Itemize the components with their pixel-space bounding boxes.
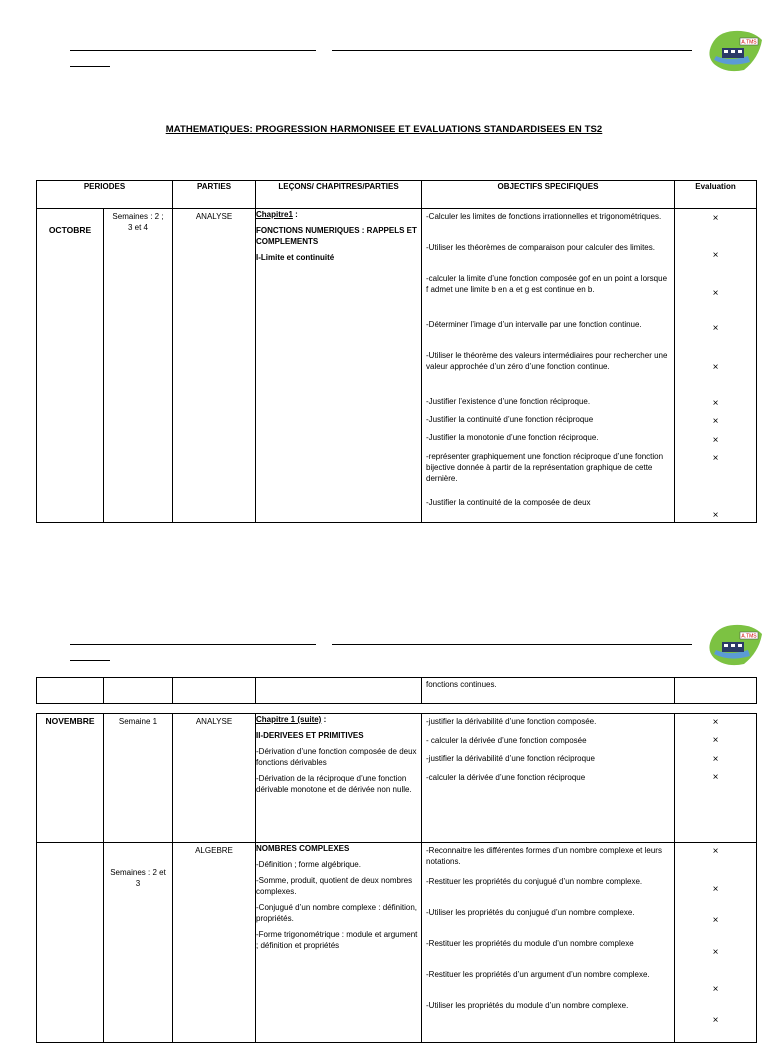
objective-item: -calculer la dérivée d’une fonction réciproque — [426, 773, 586, 782]
header-rule-left — [70, 644, 316, 645]
evaluation-mark: × — [712, 398, 719, 409]
header-rule-left — [70, 50, 316, 51]
evaluation-cell-1 — [675, 209, 757, 523]
school-logo — [704, 620, 764, 675]
school-logo — [704, 26, 764, 81]
lesson-cell-2 — [256, 714, 422, 843]
lesson-title: NOMBRES COMPLEXES — [256, 844, 350, 853]
chapter-heading: Chapitre1 : — [256, 210, 298, 219]
objective-item: -Justifier la monotonie d’une fonction réciproque. — [426, 433, 599, 442]
header-periodes: PERIODES — [37, 181, 173, 209]
objective-item: -Utiliser les théorèmes de comparaison pour calculer des limites. — [426, 243, 655, 252]
header-rule-short — [70, 66, 110, 67]
header-parties: PARTIES — [173, 181, 256, 209]
lesson-item: -Définition ; forme algébrique. — [256, 860, 361, 869]
objective-item: -Justifier l’existence d’une fonction réciproque. — [426, 397, 591, 406]
evaluation-mark: × — [712, 510, 719, 521]
lesson-cell-3 — [256, 843, 422, 1043]
logo-text: A.TMS — [741, 633, 757, 640]
objective-item: -calculer la limite d’une fonction composée gof en un point a lorsque f admet une limite b en a et g est continue en b. — [426, 274, 668, 294]
lesson-subtitle: I-Limite et continuité — [256, 253, 335, 262]
evaluation-mark: × — [712, 1015, 719, 1026]
lesson-item: -Dérivation d’une fonction composée de deux fonctions dérivables — [256, 747, 417, 767]
header-rule-right — [332, 50, 692, 51]
objective-item: -Déterminer l’image d’un intervalle par une fonction continue. — [426, 320, 642, 329]
objective-item: -Restituer les propriétés d’un argument d’un nombre complexe. — [426, 970, 650, 979]
objective-item: - calculer la dérivée d’une fonction composée — [426, 736, 587, 745]
evaluation-mark: × — [712, 362, 719, 373]
evaluation-mark: × — [712, 947, 719, 958]
chapter-label: Chapitre1 — [256, 210, 293, 219]
objective-item: -justifier la dérivabilité d’une fonction composée. — [426, 717, 597, 726]
evaluation-cell-3 — [675, 843, 757, 1043]
document-title: MATHEMATIQUES: PROGRESSION HARMONISEE ET EVALUATIONS STANDARDISEES EN TS2 — [165, 124, 603, 135]
evaluation-mark: × — [712, 717, 719, 728]
chapter-heading: Chapitre 1 (suite) : — [256, 715, 327, 724]
objectives-cell-1 — [422, 209, 675, 523]
objective-item: -Justifier la continuité de la composée de deux — [426, 498, 591, 507]
lesson-title: FONCTIONS NUMERIQUES : RAPPELS ET COMPLEMENTS — [256, 226, 417, 246]
evaluation-mark: × — [712, 416, 719, 427]
objectives-cell-2 — [422, 714, 675, 843]
evaluation-mark: × — [712, 250, 719, 261]
part-analyse: ANALYSE — [173, 714, 256, 843]
period-novembre: NOVEMBRE — [37, 714, 104, 843]
evaluation-mark: × — [712, 213, 719, 224]
evaluation-mark: × — [712, 735, 719, 746]
progression-table-page1 — [36, 180, 757, 523]
objective-item: -Utiliser les propriétés du module d’un nombre complexe. — [426, 1001, 629, 1010]
evaluation-mark: × — [712, 453, 719, 464]
header-rule-right — [332, 644, 692, 645]
objective-item: fonctions continues. — [422, 678, 675, 704]
evaluation-mark: × — [712, 323, 719, 334]
evaluation-mark: × — [712, 984, 719, 995]
header-objectifs: OBJECTIFS SPECIFIQUES — [422, 181, 675, 209]
evaluation-mark: × — [712, 846, 719, 857]
objective-item: -Reconnaitre les différentes formes d’un nombre complexe et leurs notations. — [426, 846, 662, 866]
chapter-label: Chapitre 1 (suite) — [256, 715, 322, 724]
progression-table-page2 — [36, 713, 757, 1043]
continuation-table — [36, 677, 757, 704]
logo-text: A.TMS — [741, 39, 757, 46]
evaluation-mark: × — [712, 435, 719, 446]
lesson-item: -Dérivation de la réciproque d’une fonction dérivable monotone et de dérivée non nulle. — [256, 774, 412, 794]
objective-item: -Utiliser les propriétés du conjugué d’un nombre complexe. — [426, 908, 635, 917]
objective-item: -Justifier la continuité d’une fonction réciproque — [426, 415, 594, 424]
header-lecons: LEÇONS/ CHAPITRES/PARTIES — [256, 181, 422, 209]
evaluation-mark: × — [712, 754, 719, 765]
weeks-novembre: Semaine 1 — [104, 714, 173, 843]
lesson-item: -Forme trigonométrique : module et argument ; définition et propriétés — [256, 930, 418, 950]
lesson-title: II-DERIVEES ET PRIMITIVES — [256, 731, 364, 740]
weeks-algebre: Semaines : 2 et 3 — [104, 843, 173, 1043]
evaluation-mark: × — [712, 884, 719, 895]
evaluation-mark: × — [712, 915, 719, 926]
period-octobre: OCTOBRE — [37, 209, 104, 523]
objective-item: -Restituer les propriétés du module d’un nombre complexe — [426, 939, 634, 948]
objective-item: -justifier la dérivabilité d’une fonction réciproque — [426, 754, 595, 763]
evaluation-cell-2 — [675, 714, 757, 843]
lesson-cell-1 — [256, 209, 422, 523]
part-algebre: ALGEBRE — [173, 843, 256, 1043]
header-rule-short — [70, 660, 110, 661]
header-evaluation: Evaluation — [675, 181, 757, 209]
weeks-octobre: Semaines : 2 ; 3 et 4 — [104, 209, 173, 523]
lesson-item: -Somme, produit, quotient de deux nombres complexes. — [256, 876, 413, 896]
objective-item: -Calculer les limites de fonctions irrationnelles et trigonométriques. — [426, 212, 662, 221]
evaluation-mark: × — [712, 772, 719, 783]
evaluation-mark: × — [712, 288, 719, 299]
part-analyse: ANALYSE — [173, 209, 256, 523]
objective-item: -Restituer les propriétés du conjugué d’un nombre complexe. — [426, 877, 643, 886]
objective-item: -représenter graphiquement une fonction réciproque d’une fonction bijective donnée à partir de la représentation graphique de cette dernière. — [426, 452, 664, 483]
objective-item: -Utiliser le théorème des valeurs intermédiaires pour rechercher une valeur approchée d’un zéro d’une fonction continue. — [426, 351, 668, 371]
objectives-cell-3 — [422, 843, 675, 1043]
lesson-item: -Conjugué d’un nombre complexe : définition, propriétés. — [256, 903, 417, 923]
